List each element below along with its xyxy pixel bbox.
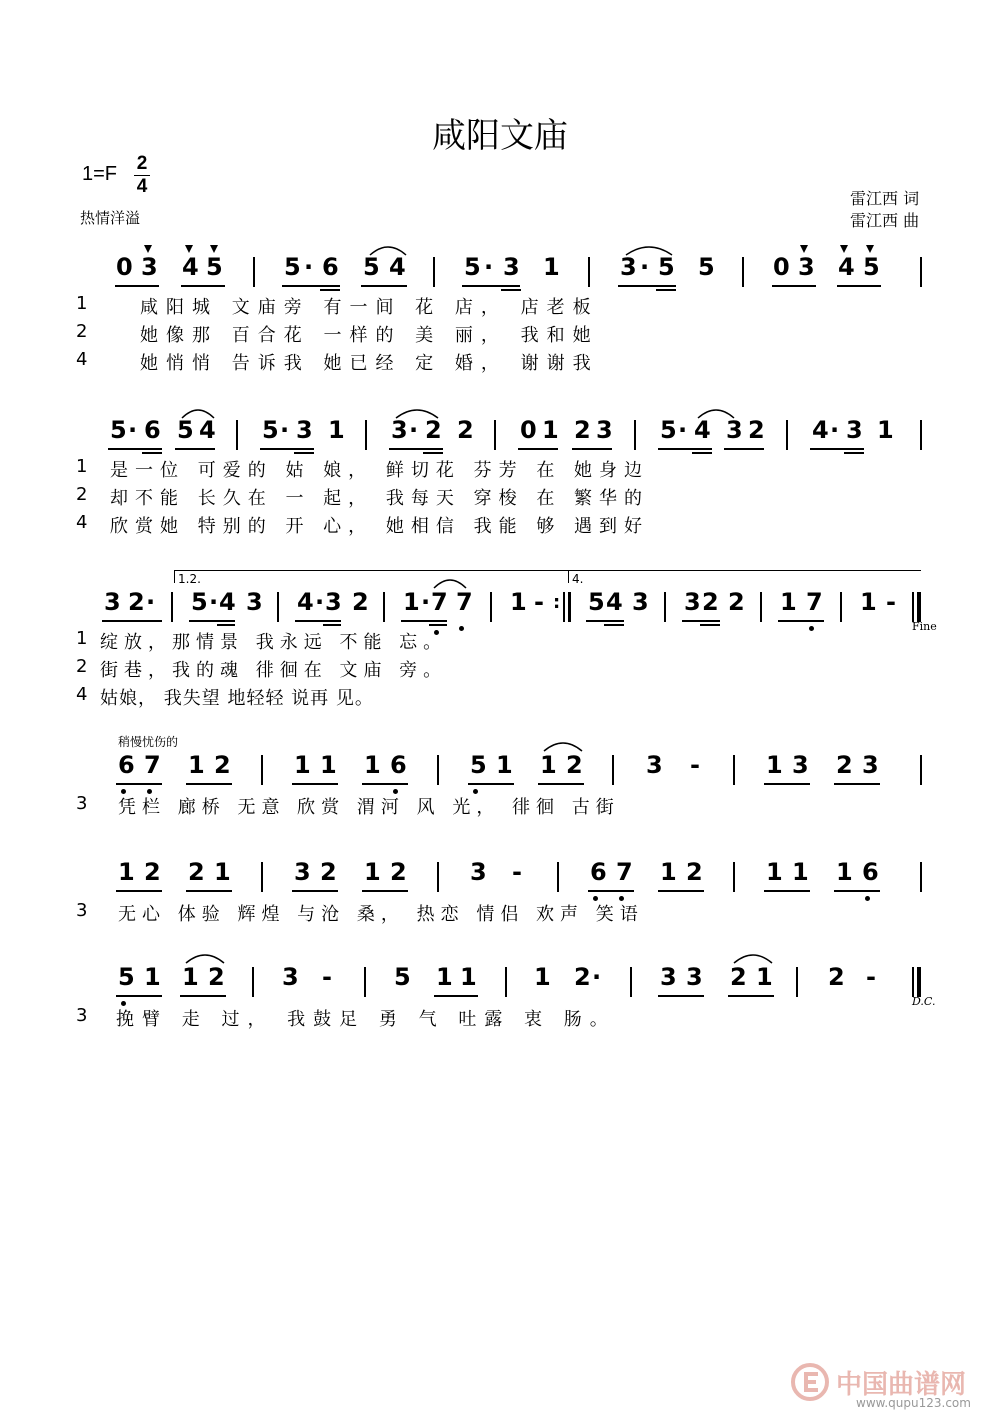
key-signature: 1=F (82, 163, 118, 185)
watermark-site-name: 中国曲谱网 (836, 1370, 967, 1400)
watermark-url: www.qupu123.com (856, 1396, 971, 1410)
lyric-line: 无心 体验 辉煌 与沧 桑， 热恋 情侣 欢声 笑语 (118, 904, 644, 925)
accent-mark (840, 245, 848, 253)
lyric-line: 凭栏 廊桥 无意 欣赏 渭河 风 光， 徘徊 古街 (118, 797, 620, 818)
slur (732, 951, 774, 965)
lyric-line: 是一位 可爱的 姑 娘， 鲜切花 芬芳 在 她身边 (110, 460, 650, 481)
verse-number: 2 (76, 484, 88, 505)
verse-number: 4 (76, 512, 88, 533)
volta-bracket-1 (174, 570, 569, 583)
verse-number: 3 (76, 793, 88, 814)
volta-label-1: 1.2. (178, 572, 201, 586)
expression-marking: 稍慢忧伤的 (118, 735, 179, 749)
time-signature (132, 153, 152, 198)
verse-number: 2 (76, 656, 88, 677)
slur (184, 951, 226, 965)
dc-marking: D.C. (912, 995, 936, 1008)
accent-mark (210, 245, 218, 253)
verse-number: 3 (76, 1005, 88, 1026)
slur (542, 739, 584, 753)
song-title: 咸阳文庙 (432, 116, 568, 156)
slur (432, 576, 468, 590)
verse-number: 1 (76, 628, 88, 649)
slur (368, 243, 408, 257)
notation-row: 0 3 4 5 5 · 6 5 4 5 · 3 1 3 · 5 5 0 3 4 5 (0, 253, 1000, 293)
slur (180, 406, 216, 420)
lyric-line: 绽放，那情景 我永远 不能 忘。 (100, 632, 448, 653)
notation-row: 5 · 6 5 4 5 · 3 1 3 · 2 2 0 1 2 3 5 · 4 3 2 4 · 3 1 (0, 416, 1000, 456)
verse-number: 4 (76, 349, 88, 370)
accent-mark (144, 245, 152, 253)
volta-label-2: 4. (572, 572, 584, 586)
verse-number: 2 (76, 321, 88, 342)
site-logo (790, 1362, 830, 1406)
tempo-marking: 热情洋溢 (80, 209, 141, 227)
lyric-line: 咸阳城 文庙旁 有一间 花 店， 店老板 (140, 297, 599, 318)
time-signature-top: 2 (136, 153, 148, 174)
notation-row: 6 7 1 2 1 1 1 6 5 1 1 2 3 - 1 3 2 3 (0, 751, 1000, 791)
notation-row: 1 2 2 1 3 2 1 2 3 - 6 7 1 2 1 1 1 6 (0, 858, 1000, 898)
verse-number: 1 (76, 456, 88, 477)
lyric-line: 姑娘， 我失望 地轻轻 说再 见。 (100, 688, 374, 709)
verse-number: 3 (76, 900, 88, 921)
verse-number: 4 (76, 684, 88, 705)
lyric-line: 欣赏她 特别的 开 心， 她相信 我能 够 遇到好 (110, 516, 650, 537)
slur (624, 243, 674, 257)
slur (696, 406, 736, 420)
accent-mark (800, 245, 808, 253)
time-signature-bottom: 4 (136, 176, 148, 197)
lyric-line: 她像那 百合花 一样的 美 丽， 我和她 (140, 325, 599, 346)
accent-mark (185, 245, 193, 253)
accent-mark (866, 245, 874, 253)
lyric-line: 却不能 长久在 一 起， 我每天 穿梭 在 繁华的 (110, 488, 650, 509)
composer-credit: 雷江西 曲 (850, 211, 920, 230)
lyric-line: 挽臂 走 过， 我鼓足 勇 气 吐露 衷 肠。 (116, 1009, 616, 1030)
notation-row: 5 1 1 2 3 - 5 1 1 1 2 · 3 3 2 1 2 - (0, 963, 1000, 1003)
lyric-line: 她悄悄 告诉我 她已经 定 婚， 谢谢我 (140, 353, 599, 374)
verse-number: 1 (76, 293, 88, 314)
fine-marking: Fine (912, 620, 937, 633)
site-logo-icon (790, 1362, 830, 1402)
volta-bracket-2 (568, 570, 921, 583)
notation-row: 3 2 · 5 · 4 3 4 · 3 2 1 · 7 7 1 - : 5 4 3 3 2 2 1 7 1 - (0, 588, 1000, 628)
lyric-line: 街巷，我的魂 徘徊在 文庙 旁。 (100, 660, 448, 681)
lyricist-credit: 雷江西 词 (850, 189, 920, 208)
slur (394, 406, 440, 420)
